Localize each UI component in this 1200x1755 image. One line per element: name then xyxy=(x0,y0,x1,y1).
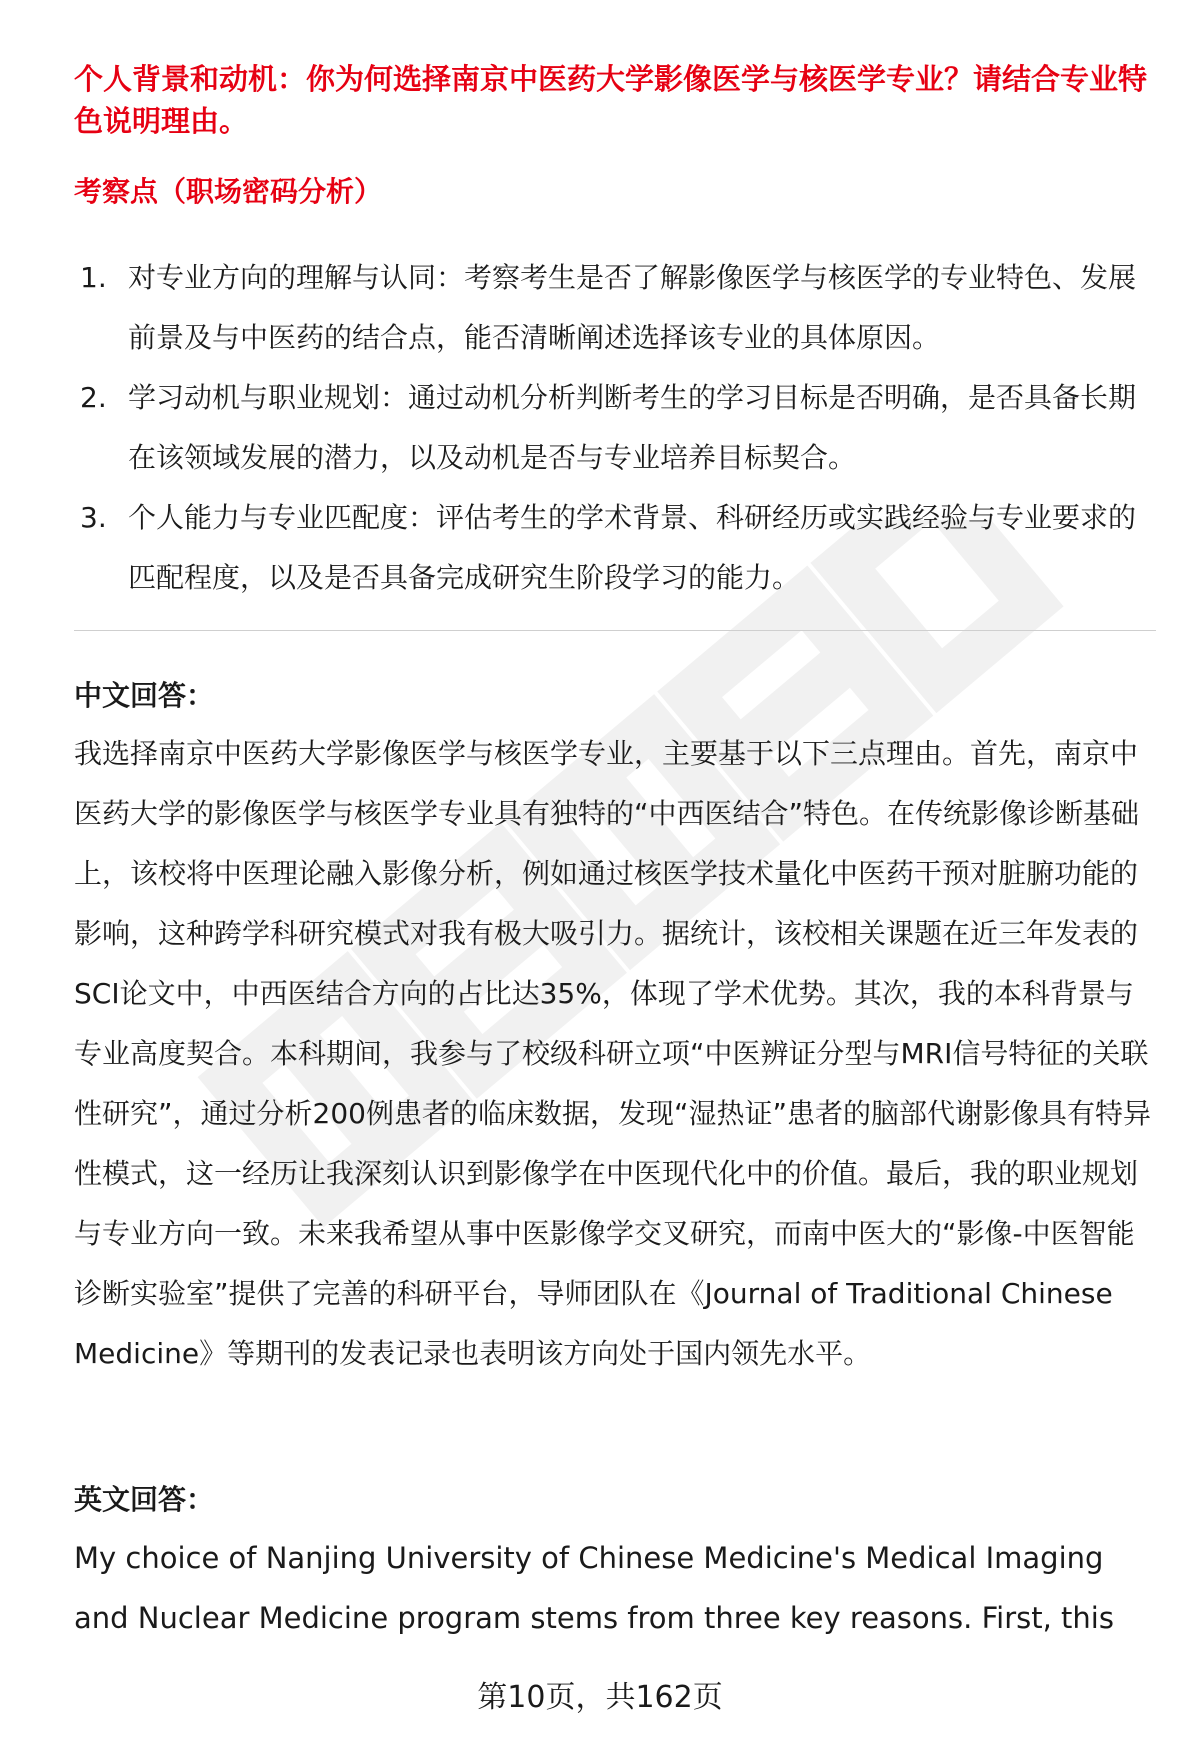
assessment-point xyxy=(80,248,1160,368)
section-divider xyxy=(74,630,1156,631)
assessment-points-list xyxy=(80,248,1160,608)
page-number: 第10页，共162页 xyxy=(477,1680,723,1715)
assessment-point xyxy=(80,368,1160,488)
point-number: 2. xyxy=(80,381,107,414)
point-text: 个人能力与专业匹配度：评估考生的学术背景、科研经历或实践经验与专业要求的匹配程度，以及是否具备完成研究生阶段学习的能力。 xyxy=(128,501,1137,594)
assessment-point xyxy=(80,488,1160,608)
point-number: 1. xyxy=(80,261,107,294)
point-text: 学习动机与职业规划：通过动机分析判断考生的学习目标是否明确，是否具备长期在该领域发展的潜力，以及动机是否与专业培养目标契合。 xyxy=(128,381,1137,474)
english-answer-heading: 英文回答： xyxy=(74,1483,215,1516)
point-text: 对专业方向的理解与认同：考察考生是否了解影像医学与核医学的专业特色、发展前景及与中医药的结合点，能否清晰阐述选择该专业的具体原因。 xyxy=(128,261,1137,354)
point-number: 3. xyxy=(80,501,107,534)
chinese-answer-heading: 中文回答： xyxy=(74,679,215,712)
english-answer-text: My choice of Nanjing University of Chinese Medicine's Medical Imaging and Nuclear Medicine program stems from three key reasons. First, this xyxy=(74,1541,1114,1635)
assessment-heading: 考察点（职场密码分析） xyxy=(74,175,383,208)
chinese-answer-text: 我选择南京中医药大学影像医学与核医学专业，主要基于以下三点理由。首先，南京中医药大学的影像医学与核医学专业具有独特的“中西医结合”特色。在传统影像诊断基础上，该校将中医理论融入影像分析，例如通过核医学技术量化中医药干预对脏腑功能的影响，这种跨学科研究模式对我有极大吸引力。据统计，该校相关课题在近三年发表的SCI论文中，中西医结合方向的占比达35%，体现了学术优势。其次，我的本科背景与专业高度契合。本科期间，我参与了校级科研立项“中医辨证分型与MRI信号特征的关联性研究”，通过分析200例患者的临床数据，发现“湿热证”患者的脑部代谢影像具有特异性模式，这一经历让我深刻认识到影像学在中医现代化中的价值。最后，我的职业规划与专业方向一致。未来我希望从事中医影像学交叉研究，而南中医大的“影像-中医智能诊断实验室”提供了完善的科研平台，导师团队在《Journal of Traditional Chinese Medicine》等期刊的发表记录也表明该方向处于国内领先水平。 xyxy=(74,737,1151,1370)
question-title: 个人背景和动机：你为何选择南京中医药大学影像医学与核医学专业？请结合专业特色说明理由。 xyxy=(74,62,1148,138)
